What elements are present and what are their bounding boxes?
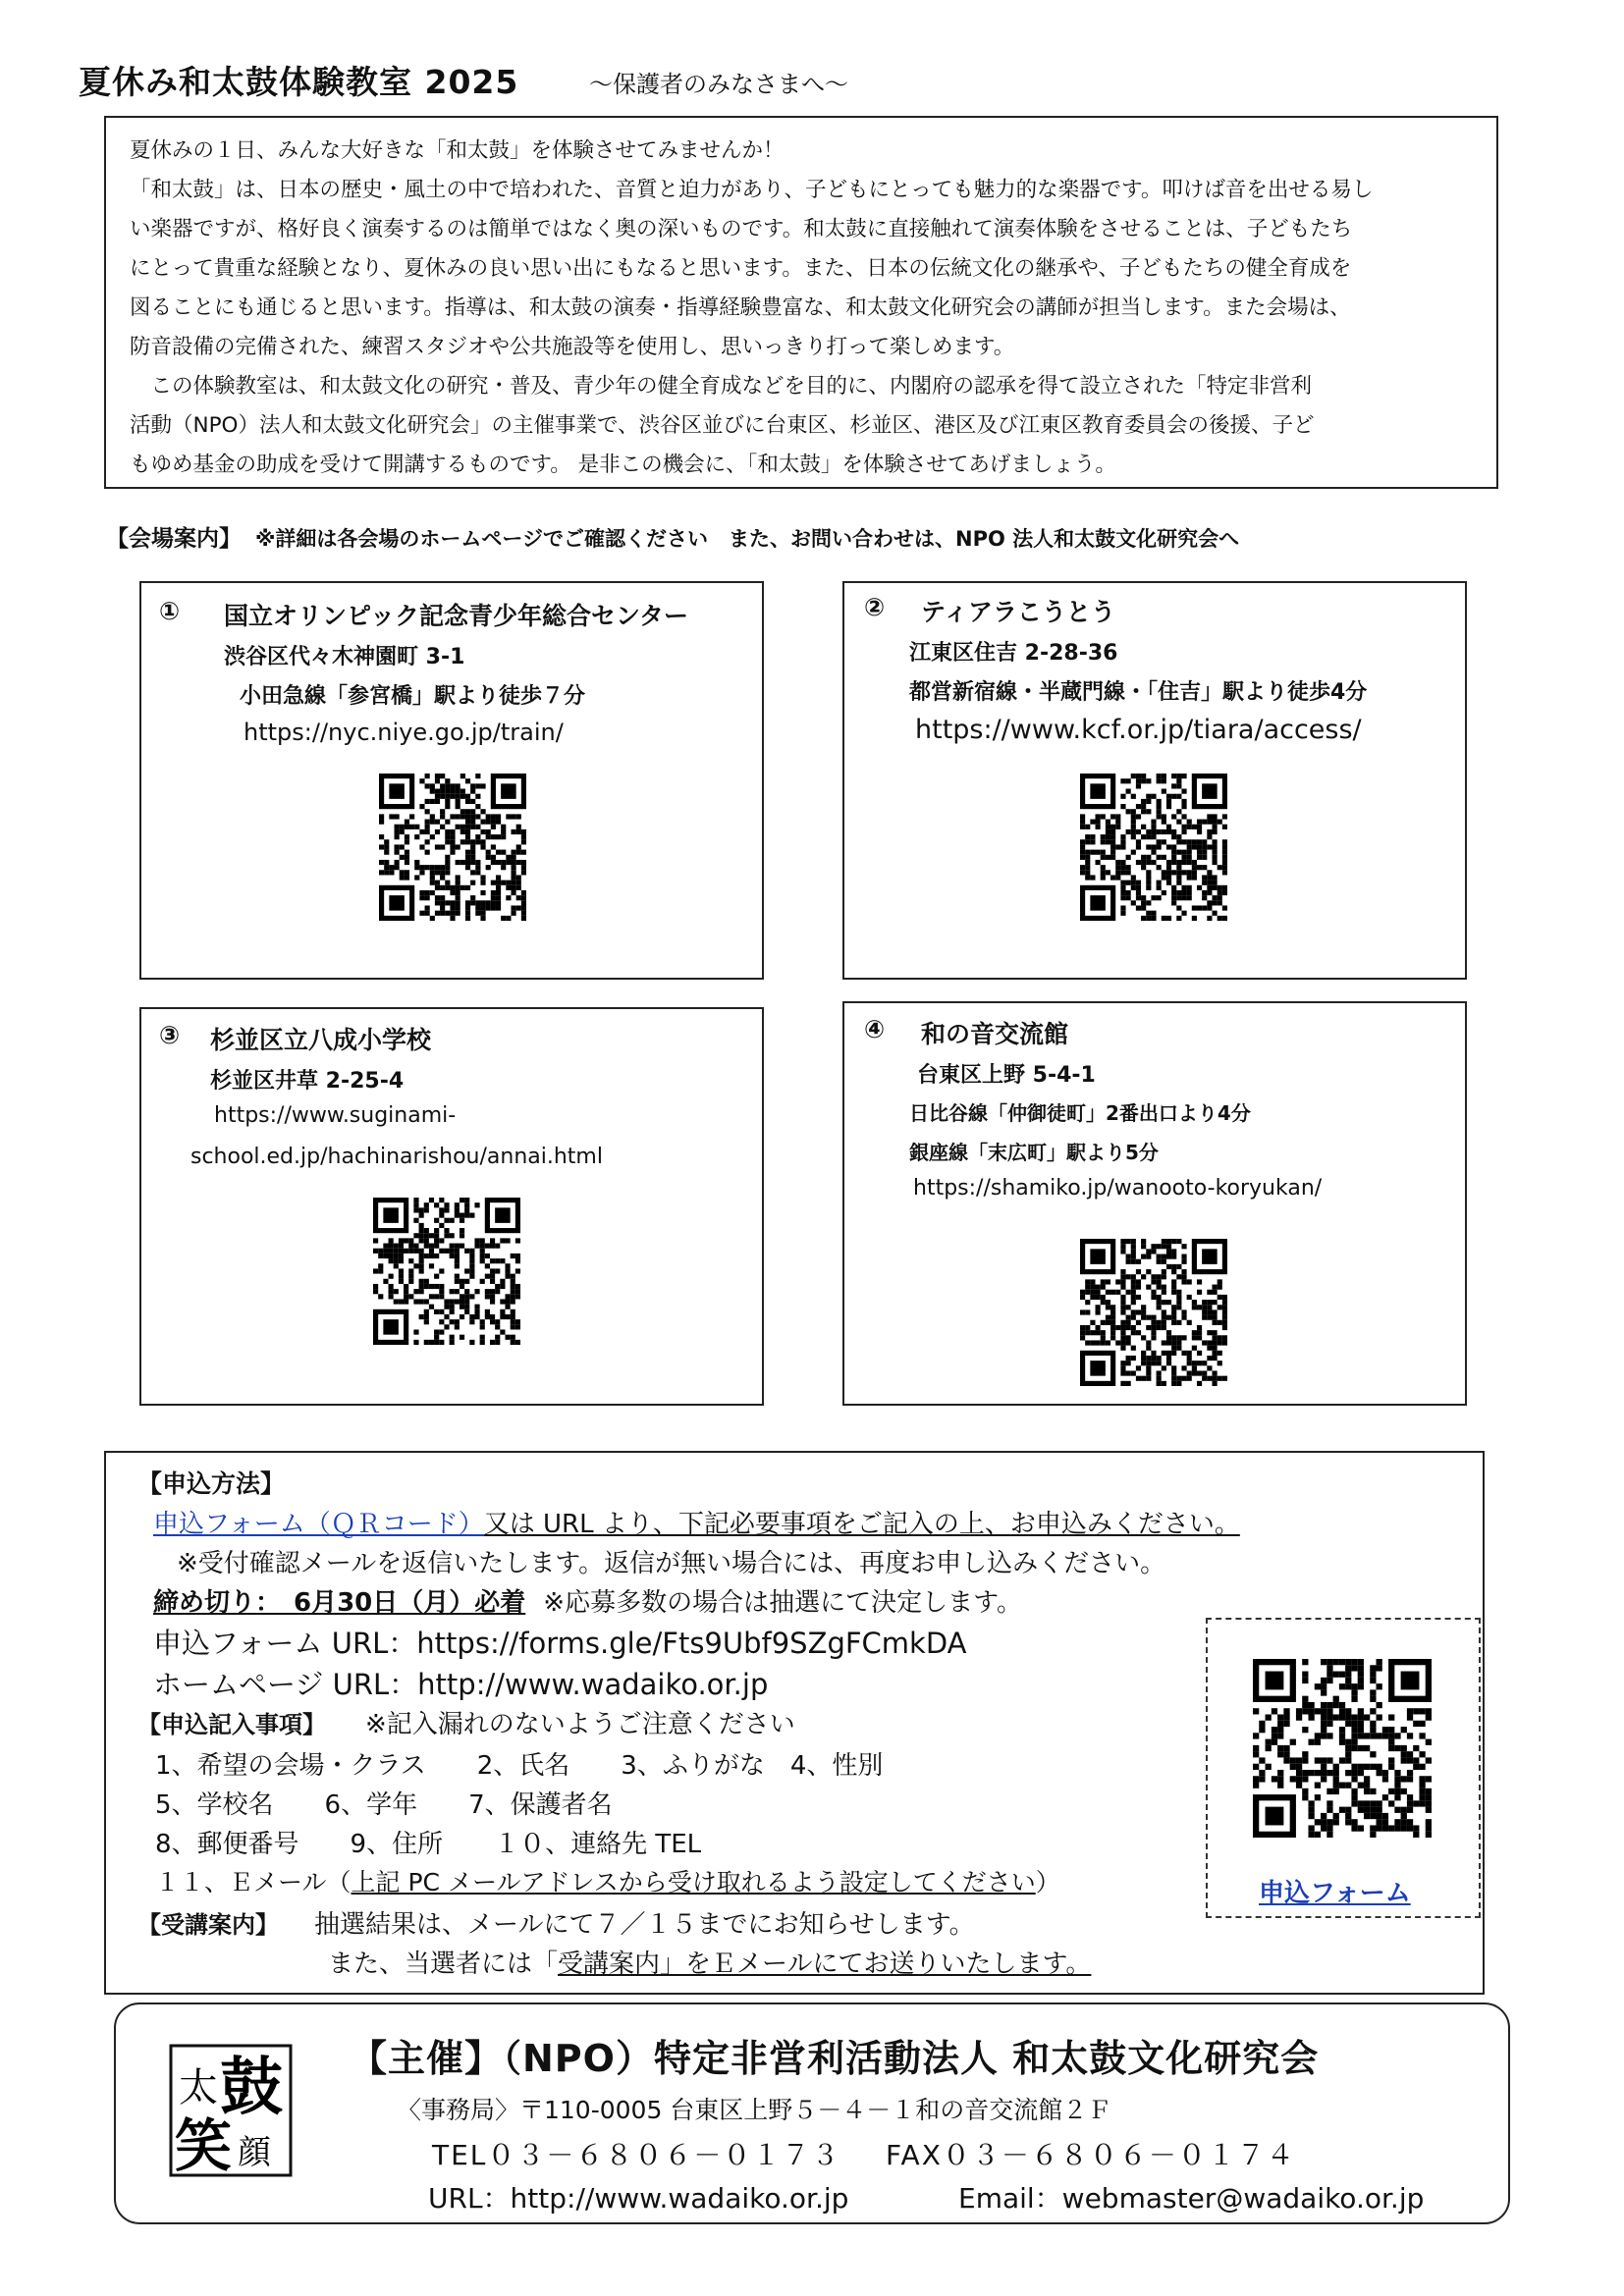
deadline: 締め切り： 6月30日（月）必着	[153, 1588, 526, 1618]
venue-url[interactable]: https://nyc.niye.go.jp/train/	[244, 719, 564, 746]
application-qr-frame	[1206, 1618, 1481, 1918]
office-address: 〈事務局〉〒110-0005 台東区上野５－４－１和の音交流館２Ｆ	[397, 2096, 1112, 2124]
organizer-name: 【主催】（NPO）特定非営利活動法人 和太鼓文化研究会	[350, 2037, 1320, 2080]
venue-address: 台東区上野 5-4-1	[917, 1063, 1096, 1088]
venue-url[interactable]: https://www.kcf.or.jp/tiara/access/	[915, 715, 1362, 745]
venue-name: ティアラこうとう	[921, 598, 1116, 626]
venue-card-4	[842, 1001, 1467, 1406]
form-url[interactable]: 申込フォーム URL：https://forms.gle/Fts9Ubf9SZgFCmkDA	[153, 1627, 967, 1660]
entry-note: ※記入漏れのないようご注意ください	[365, 1710, 795, 1739]
logo-char-tai: 太	[179, 2065, 218, 2110]
venue-qr-code	[1080, 1239, 1227, 1386]
venue-card-3	[139, 1007, 764, 1406]
venue-address: 江東区住吉 2-28-36	[909, 641, 1118, 666]
venue-num: ④	[864, 1015, 886, 1043]
venue-section-header	[106, 520, 1239, 553]
entry11-prefix: １１、Ｅメール（	[155, 1868, 352, 1896]
venue-access: 都営新宿線・半蔵門線・「住吉」駅より徒歩4分	[909, 680, 1368, 705]
venue-name: 国立オリンピック記念青少年総合センター	[224, 602, 689, 630]
page-subtitle: ～保護者のみなさまへ～	[589, 71, 848, 98]
guide-line-2	[328, 1944, 1091, 1980]
entry-header-line	[137, 1704, 795, 1740]
intro-line: 図ることにも通じると思います。指導は、和太鼓の演奏・指導経験豊富な、和太鼓文化研究会の講師が担当します。また会場は、	[130, 295, 1351, 320]
office-fax: FAX０３－６８０６－０１７４	[886, 2139, 1296, 2171]
intro-line: にとって貴重な経験となり、夏休みの良い思い出にもなると思います。また、日本の伝統文化の継承や、子どもたちの健全育成を	[130, 256, 1352, 281]
office-tel: TEL０３－６８０６－０１７３	[432, 2139, 841, 2171]
application-qr-code[interactable]	[1253, 1659, 1432, 1838]
logo-char-ko: 鼓	[220, 2051, 283, 2124]
entry11-suffix: ）	[1035, 1868, 1060, 1896]
venue-url[interactable]: https://www.suginami-	[214, 1103, 457, 1128]
application-header: 【申込方法】	[137, 1469, 286, 1498]
guide-text: 抽選結果は、メールにて７／１５までにお知らせします。	[314, 1910, 975, 1940]
organizer-url[interactable]: URL：http://www.wadaiko.or.jp	[428, 2182, 849, 2215]
venue-access: 銀座線「末広町」駅より5分	[909, 1141, 1159, 1164]
venue-num: ①	[159, 597, 181, 625]
deadline-line	[153, 1582, 1022, 1619]
application-instructions: 又は URL より、下記必要事項をご記入の上、お申込みください。	[483, 1510, 1240, 1539]
venue-access: 日比谷線「仲御徒町」2番出口より4分	[909, 1101, 1251, 1125]
venue-address: 杉並区井草 2-25-4	[210, 1069, 405, 1094]
entry-item: 5、学校名 6、学年 7、保護者名	[155, 1790, 613, 1820]
entry-header: 【申込記入事項】	[137, 1711, 326, 1738]
venue-address: 渋谷区代々木神園町 3-1	[224, 645, 465, 669]
application-form-qr-link[interactable]: 申込フォーム	[1259, 1879, 1411, 1908]
venue-qr-code	[379, 774, 526, 921]
venue-url-cont[interactable]: school.ed.jp/hachinarishou/annai.html	[190, 1145, 603, 1169]
wadaiko-logo	[169, 2044, 293, 2177]
entry-item-email	[155, 1863, 1060, 1898]
intro-line: 夏休みの１日、みんな大好きな「和太鼓」を体験させてみませんか！	[130, 138, 785, 163]
venue-num: ②	[864, 593, 886, 621]
application-form-link[interactable]: 申込フォーム（ＱＲコード）	[153, 1510, 484, 1539]
venue-qr-code	[1080, 774, 1227, 921]
intro-line: この体験教室は、和太鼓文化の研究・普及、青少年の健全育成などを目的に、内閣府の認承を得て設立された「特定非営利	[130, 374, 1313, 399]
logo-char-gan: 顔	[238, 2133, 271, 2172]
organizer-email[interactable]: Email：webmaster@wadaiko.or.jp	[958, 2182, 1425, 2215]
page-title: 夏休み和太鼓体験教室 2025	[79, 63, 519, 101]
confirm-note: ※受付確認メールを返信いたします。返信が無い場合には、再度お申し込みください。	[177, 1549, 1166, 1578]
venue-name: 和の音交流館	[921, 1020, 1069, 1048]
venue-card-1	[139, 581, 764, 980]
lottery-note: ※応募多数の場合は抽選にて決定します。	[543, 1588, 1022, 1618]
venue-num: ③	[159, 1021, 181, 1049]
intro-line: 「和太鼓」は、日本の歴史・風土の中で培われた、音質と迫力があり、子どもにとっても魅力的な楽器です。叩けば音を出せる易し	[130, 178, 1374, 202]
guide-line-1	[137, 1904, 975, 1941]
guide-text-prefix: また、当選者には「	[328, 1949, 559, 1979]
intro-line: もゆめ基金の助成を受けて開講するものです。 是非この機会に、「和太鼓」を体験させてあげましょう。	[130, 453, 1116, 477]
venue-qr-code	[373, 1198, 520, 1345]
intro-line: い楽器ですが、格好良く演奏するのは簡単ではなく奥の深いものです。和太鼓に直接触れて演奏体験をさせることは、子どもたち	[130, 217, 1353, 241]
guide-header: 【受講案内】	[137, 1911, 279, 1939]
venue-card-2	[842, 581, 1467, 980]
intro-box	[104, 116, 1498, 489]
guide-text-underlined: 受講案内」をＥメールにてお送りいたします。	[558, 1949, 1092, 1979]
entry11-note: 上記 PC メールアドレスから受け取れるよう設定してください	[351, 1868, 1036, 1896]
venue-access: 小田急線「参宮橋」駅より徒歩７分	[240, 684, 586, 709]
venue-url[interactable]: https://shamiko.jp/wanooto-koryukan/	[913, 1176, 1323, 1201]
intro-line: 防音設備の完備された、練習スタジオや公共施設等を使用し、思いっきり打って楽しめます。	[130, 335, 1015, 359]
entry-item: 8、郵便番号 9、住所 １０、連絡先 TEL	[155, 1830, 702, 1859]
venue-name: 杉並区立八成小学校	[210, 1026, 432, 1054]
application-line-1	[153, 1504, 1240, 1540]
venue-header-label: 【会場案内】	[106, 526, 242, 552]
entry-item: 1、希望の会場・クラス 2、氏名 3、ふりがな 4、性別	[155, 1751, 884, 1781]
intro-line: 活動（NPO）法人和太鼓文化研究会」の主催事業で、渋谷区並びに台東区、杉並区、港区及び江東区教育委員会の後援、子ど	[130, 413, 1315, 438]
home-url[interactable]: ホームページ URL：http://www.wadaiko.or.jp	[153, 1668, 769, 1701]
logo-char-emi: 笑	[175, 2112, 233, 2177]
venue-header-note: ※詳細は各会場のホームページでご確認ください また、お問い合わせは、NPO 法人和太鼓文化研究会へ	[255, 527, 1240, 551]
